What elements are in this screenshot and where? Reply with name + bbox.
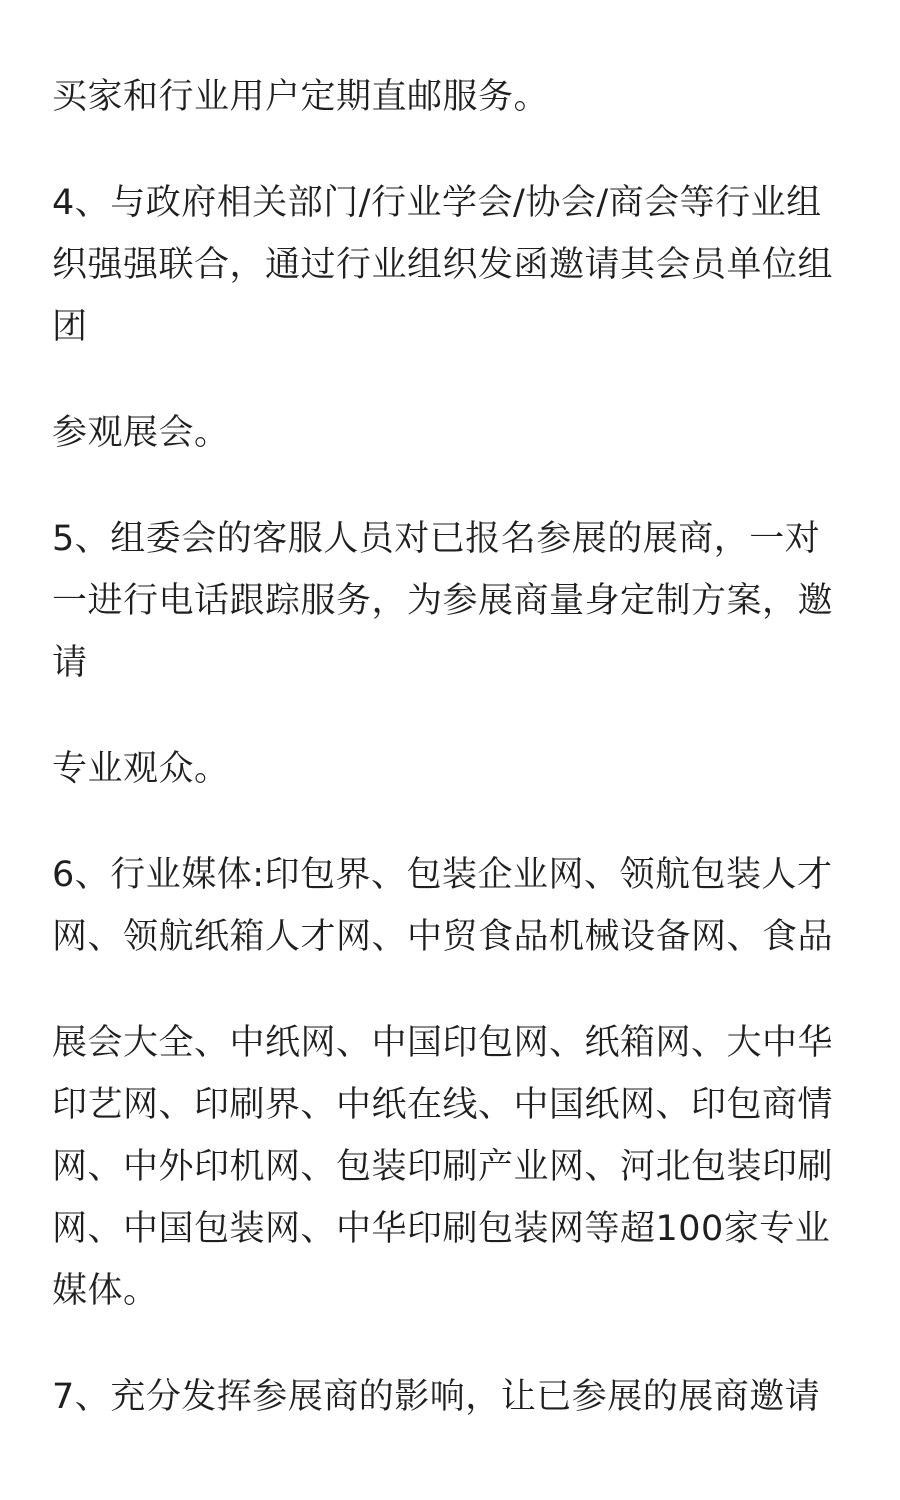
text-line: 媒体。	[52, 1271, 159, 1311]
paragraph-professional-audience	[52, 738, 852, 800]
text-line: 一进行电话跟踪服务，为参展商量身定制方案，邀	[52, 581, 834, 621]
text-line: 网、中外印机网、包装印刷产业网、河北包装印刷	[52, 1147, 834, 1187]
paragraph-visit-exhibition	[52, 402, 852, 464]
text-line: 织强强联合，通过行业组织发函邀请其会员单位组	[52, 245, 834, 285]
paragraph-media-list	[52, 1012, 852, 1322]
text-line: 7、充分发挥参展商的影响，让已参展的展商邀请	[52, 1377, 821, 1417]
text-line: 印艺网、印刷界、中纸在线、中国纸网、印包商情	[52, 1085, 834, 1125]
text-line: 网、领航纸箱人才网、中贸食品机械设备网、食品	[52, 917, 834, 957]
text-line: 请	[52, 643, 88, 683]
text-line: 网、中国包装网、中华印刷包装网等超100家专业	[52, 1209, 831, 1249]
text-line: 买家和行业用户定期直邮服务。	[52, 77, 550, 117]
article-body	[52, 66, 852, 1428]
text-line: 展会大全、中纸网、中国印包网、纸箱网、大中华	[52, 1023, 834, 1063]
text-line: 5、组委会的客服人员对已报名参展的展商，一对	[52, 519, 821, 559]
paragraph-item-7	[52, 1366, 852, 1428]
paragraph-direct-mail	[52, 66, 852, 128]
paragraph-item-5	[52, 508, 852, 694]
text-line: 团	[52, 307, 88, 347]
text-line: 参观展会。	[52, 413, 230, 453]
text-line: 6、行业媒体:印包界、包装企业网、领航包装人才	[52, 855, 833, 895]
paragraph-item-6	[52, 844, 852, 968]
text-line: 专业观众。	[52, 749, 230, 789]
paragraph-item-4	[52, 172, 852, 358]
text-line: 4、与政府相关部门/行业学会/协会/商会等行业组	[52, 183, 822, 223]
